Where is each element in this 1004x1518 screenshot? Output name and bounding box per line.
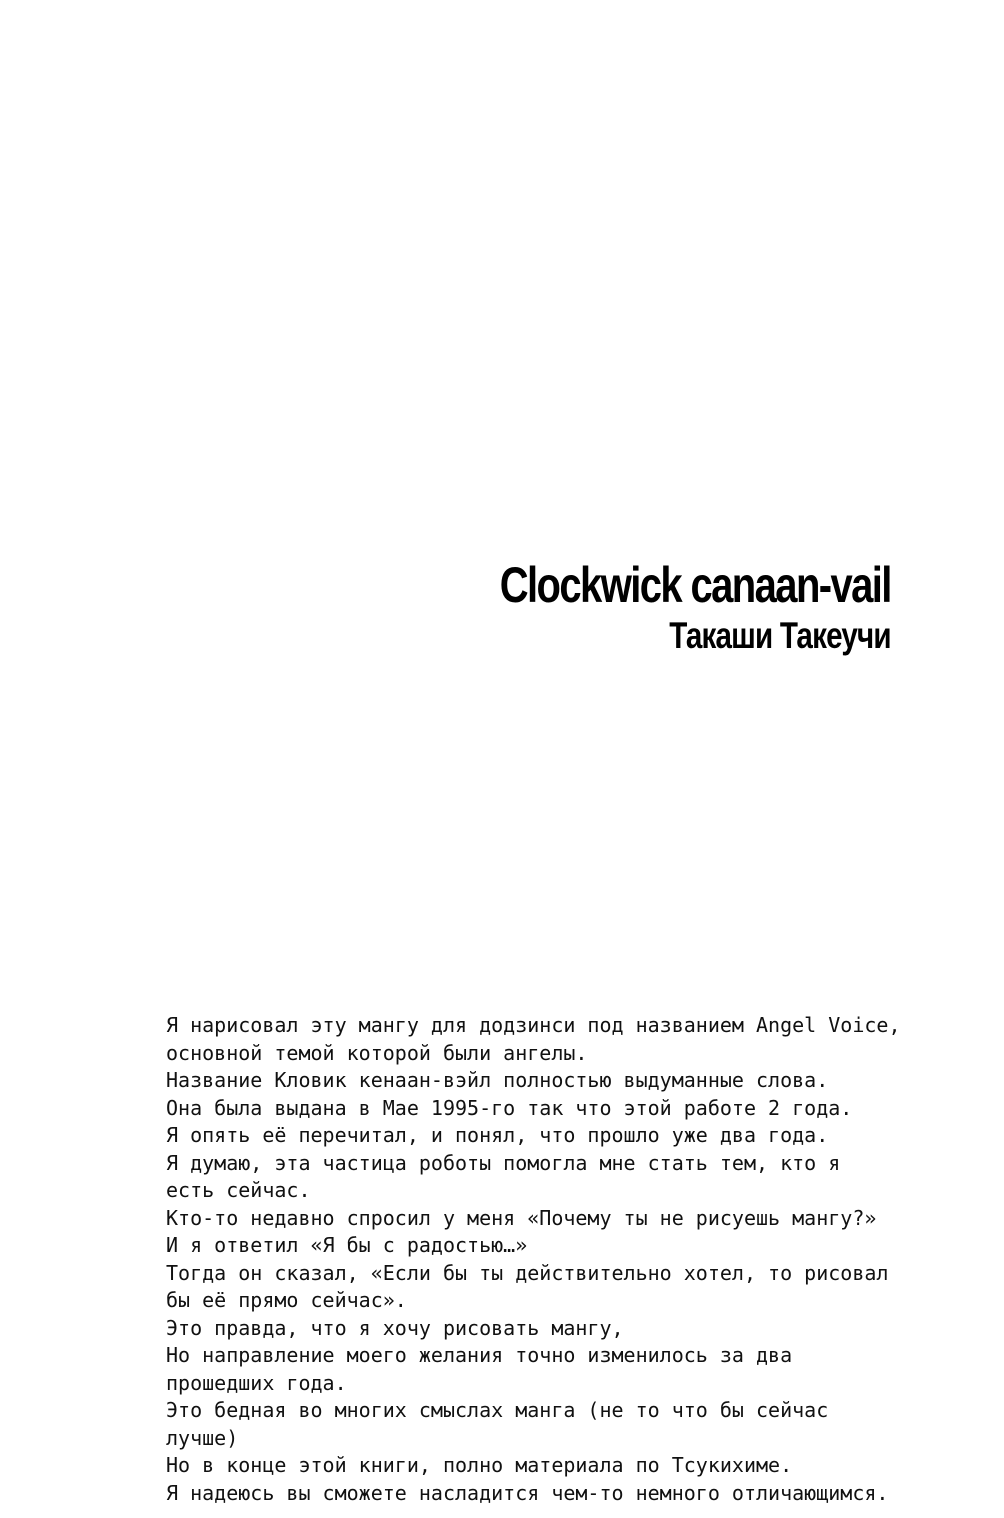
afterword-line: Она была выдана в Мае 1995-го так что этой работе 2 года. bbox=[166, 1095, 853, 1120]
afterword-line: Я нарисовал эту мангу для додзинси под названием Angel Voice, bbox=[166, 1013, 901, 1037]
title-block bbox=[402, 556, 891, 658]
afterword-line: есть сейчас. bbox=[166, 1178, 311, 1202]
afterword-line: Я думаю, эта частица роботы помогла мне стать тем, кто я bbox=[166, 1150, 841, 1175]
afterword-line: лучше) bbox=[166, 1425, 239, 1450]
manga-title: Clockwick canaan-vail bbox=[499, 557, 891, 613]
afterword-line: Кто-то недавно спросил у меня «Почему ты не рисуешь мангу?» bbox=[166, 1205, 877, 1230]
afterword-line: И я ответил «Я бы с радостью…» bbox=[166, 1233, 528, 1257]
afterword-line: прошедших года. bbox=[166, 1370, 347, 1395]
afterword-line: Название Кловик кенаан-вэйл полностью выдуманные слова. bbox=[166, 1068, 829, 1092]
afterword-line: бы её прямо сейчас». bbox=[166, 1288, 407, 1312]
afterword-line: основной темой которой были ангелы. bbox=[166, 1040, 588, 1065]
afterword-line: Я опять её перечитал, и понял, что прошло уже два года. bbox=[166, 1123, 829, 1147]
afterword-line: Это правда, что я хочу рисовать мангу, bbox=[166, 1315, 624, 1340]
afterword-line: Но в конце этой книги, полно материала по Тсукихиме. bbox=[166, 1453, 793, 1477]
author-name: Такаши Такеучи bbox=[669, 615, 891, 656]
afterword-text bbox=[166, 1012, 1004, 1507]
afterword-line: Но направление моего желания точно изменилось за два bbox=[166, 1343, 793, 1367]
afterword-line: Тогда он сказал, «Если бы ты действительно хотел, то рисовал bbox=[166, 1260, 889, 1285]
afterword-line: Я надеюсь вы сможете насладится чем-то немного отличающимся. bbox=[166, 1480, 889, 1505]
afterword-line: Это бедная во многих смыслах манга (не то что бы сейчас bbox=[166, 1398, 829, 1422]
